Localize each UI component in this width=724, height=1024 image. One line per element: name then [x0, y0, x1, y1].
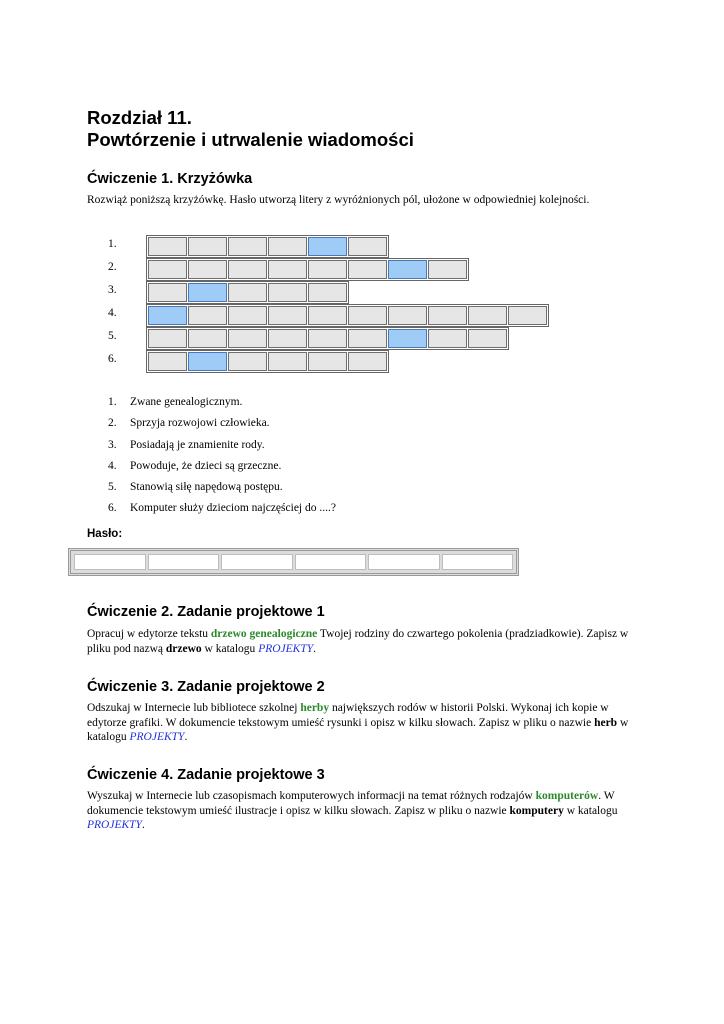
crossword-highlight-cell[interactable] [388, 329, 427, 348]
crossword-cell[interactable] [268, 306, 307, 325]
crossword-row-number: 5. [108, 330, 117, 342]
crossword-highlight-cell[interactable] [308, 237, 347, 256]
exercise4-t3: w katalogu [563, 804, 618, 817]
crossword-row [146, 327, 509, 350]
crossword-cell[interactable] [308, 260, 347, 279]
exercise2-t2: Twojej rodziny do czwartego pokolenia (pradziadkowie). Zapisz w pliku pod nazwą [87, 628, 629, 655]
exercise2-text [87, 627, 647, 656]
crossword-row-number: 3. [108, 284, 117, 296]
exercise3-keyword: herby [300, 702, 330, 714]
exercise4-keyword: komputerów [535, 790, 599, 802]
crossword-cell[interactable] [228, 283, 267, 302]
clue-number: 4. [108, 459, 117, 472]
exercise2-t4: . [313, 642, 317, 655]
exercise4-folder: PROJEKTY [87, 819, 142, 831]
crossword-cell[interactable] [468, 306, 507, 325]
clue-number: 6. [108, 502, 117, 515]
crossword-cell[interactable] [148, 260, 187, 279]
crossword-cell[interactable] [188, 237, 227, 256]
exercise4-title: Ćwiczenie 4. Zadanie projektowe 3 [87, 767, 325, 783]
crossword-cell[interactable] [428, 329, 467, 348]
crossword-cell[interactable] [228, 260, 267, 279]
clue-text: Zwane genealogicznym. [130, 396, 243, 408]
crossword-cell[interactable] [428, 260, 467, 279]
exercise4-text [87, 789, 647, 833]
crossword-cell[interactable] [188, 260, 227, 279]
exercise4-filename: komputery [509, 804, 564, 817]
exercise3-filename: herb [594, 716, 618, 729]
password-label: Hasło: [87, 528, 123, 540]
chapter-number: Rozdział 11. [87, 107, 192, 128]
exercise3-t1: Odszukaj w Internecie lub bibliotece szkolnej [87, 702, 301, 714]
crossword-cell[interactable] [228, 329, 267, 348]
exercise1-instructions: Rozwiąż poniższą krzyżówkę. Hasło utworzą litery z wyróżnionych pól, ułożone w odpowiedniej kolejności. [87, 194, 590, 206]
password-cell[interactable] [368, 554, 440, 570]
crossword-cell[interactable] [308, 352, 347, 371]
password-cell[interactable] [148, 554, 220, 570]
exercise2-t1: Opracuj w edytorze tekstu [87, 628, 211, 640]
crossword-cell[interactable] [308, 306, 347, 325]
password-box [68, 548, 519, 576]
clue-number: 5. [108, 481, 117, 494]
crossword-row [146, 235, 389, 258]
crossword-cell[interactable] [148, 283, 187, 302]
clue-number: 3. [108, 438, 117, 451]
exercise4-t2: . W dokumencie tekstowym umieść ilustracje i opisz w kilku słowach. Zapisz w pliku o nazwie [87, 790, 615, 817]
crossword-cell[interactable] [268, 260, 307, 279]
crossword-cell[interactable] [188, 306, 227, 325]
clue-text: Sprzyja rozwojowi człowieka. [130, 417, 270, 430]
crossword-highlight-cell[interactable] [188, 283, 227, 302]
crossword-row-number: 6. [108, 353, 117, 365]
crossword-cell[interactable] [348, 306, 387, 325]
exercise3-t4: . [184, 731, 188, 743]
crossword-cell[interactable] [348, 352, 387, 371]
password-cell[interactable] [295, 554, 367, 570]
crossword-cell[interactable] [268, 329, 307, 348]
exercise3-text [87, 701, 647, 745]
crossword-clues [108, 395, 336, 523]
crossword-cell[interactable] [428, 306, 467, 325]
clue-text: Powoduje, że dzieci są grzeczne. [130, 459, 282, 472]
clue-item [108, 480, 336, 501]
crossword-cell[interactable] [228, 306, 267, 325]
clue-item [108, 438, 336, 459]
exercise3-t2: największych rodów w historii Polski. Wykonaj ich kopie w edytorze grafiki. W dokumencie tekstowym umieść rysunki i opisz w kilku słowach. Zapisz w pliku o nazwie [87, 702, 609, 729]
clue-item [108, 395, 336, 416]
exercise3-folder: PROJEKTY [129, 731, 185, 743]
crossword-row-number: 1. [108, 238, 117, 250]
clue-item [108, 459, 336, 480]
crossword-cell[interactable] [148, 237, 187, 256]
exercise4-t1: Wyszukaj w Internecie lub czasopismach komputerowych informacji na temat różnych rodzajów [87, 790, 536, 802]
password-cell[interactable] [442, 554, 514, 570]
crossword-cell[interactable] [348, 237, 387, 256]
crossword-cell[interactable] [148, 329, 187, 348]
crossword-highlight-cell[interactable] [148, 306, 187, 325]
clue-item [108, 416, 336, 437]
clue-text: Posiadają je znamienite rody. [130, 438, 265, 451]
crossword-cell[interactable] [148, 352, 187, 371]
crossword-cell[interactable] [348, 260, 387, 279]
crossword-cell[interactable] [268, 237, 307, 256]
password-cell[interactable] [74, 554, 146, 570]
crossword-cell[interactable] [228, 237, 267, 256]
crossword-row [146, 304, 549, 327]
password-cell[interactable] [221, 554, 293, 570]
exercise2-keyword: drzewo genealogiczne [210, 628, 318, 640]
clue-number: 2. [108, 417, 117, 430]
clue-text: Stanowią siłę napędową postępu. [130, 481, 283, 494]
exercise2-title: Ćwiczenie 2. Zadanie projektowe 1 [87, 604, 325, 620]
clue-item [108, 501, 336, 522]
exercise4-t4: . [141, 819, 145, 831]
crossword-highlight-cell[interactable] [388, 260, 427, 279]
crossword-cell[interactable] [268, 283, 307, 302]
clue-number: 1. [108, 396, 117, 408]
chapter-title [87, 107, 414, 151]
exercise3-title: Ćwiczenie 3. Zadanie projektowe 2 [87, 679, 325, 695]
crossword-row [146, 350, 389, 373]
crossword-cell[interactable] [348, 329, 387, 348]
clue-text: Komputer służy dzieciom najczęściej do ....? [130, 502, 336, 515]
crossword-row [146, 281, 349, 304]
crossword-cell[interactable] [268, 352, 307, 371]
exercise1-title: Ćwiczenie 1. Krzyżówka [87, 171, 253, 187]
exercise2-folder: PROJEKTY [258, 642, 314, 655]
crossword-cell[interactable] [308, 283, 347, 302]
crossword-row-number: 2. [108, 261, 117, 273]
crossword-row-number: 4. [108, 307, 117, 319]
crossword-cell[interactable] [388, 306, 427, 325]
exercise2-t3: w katalogu [201, 642, 259, 655]
crossword-highlight-cell[interactable] [188, 352, 227, 371]
crossword-cell[interactable] [228, 352, 267, 371]
crossword-cell[interactable] [508, 306, 547, 325]
crossword-cell[interactable] [308, 329, 347, 348]
exercise3-t3: w katalogu [87, 716, 629, 743]
crossword-row [146, 258, 469, 281]
exercise2-filename: drzewo [165, 642, 202, 655]
crossword-cell[interactable] [468, 329, 507, 348]
crossword-cell[interactable] [188, 329, 227, 348]
chapter-subtitle: Powtórzenie i utrwalenie wiadomości [87, 129, 414, 150]
